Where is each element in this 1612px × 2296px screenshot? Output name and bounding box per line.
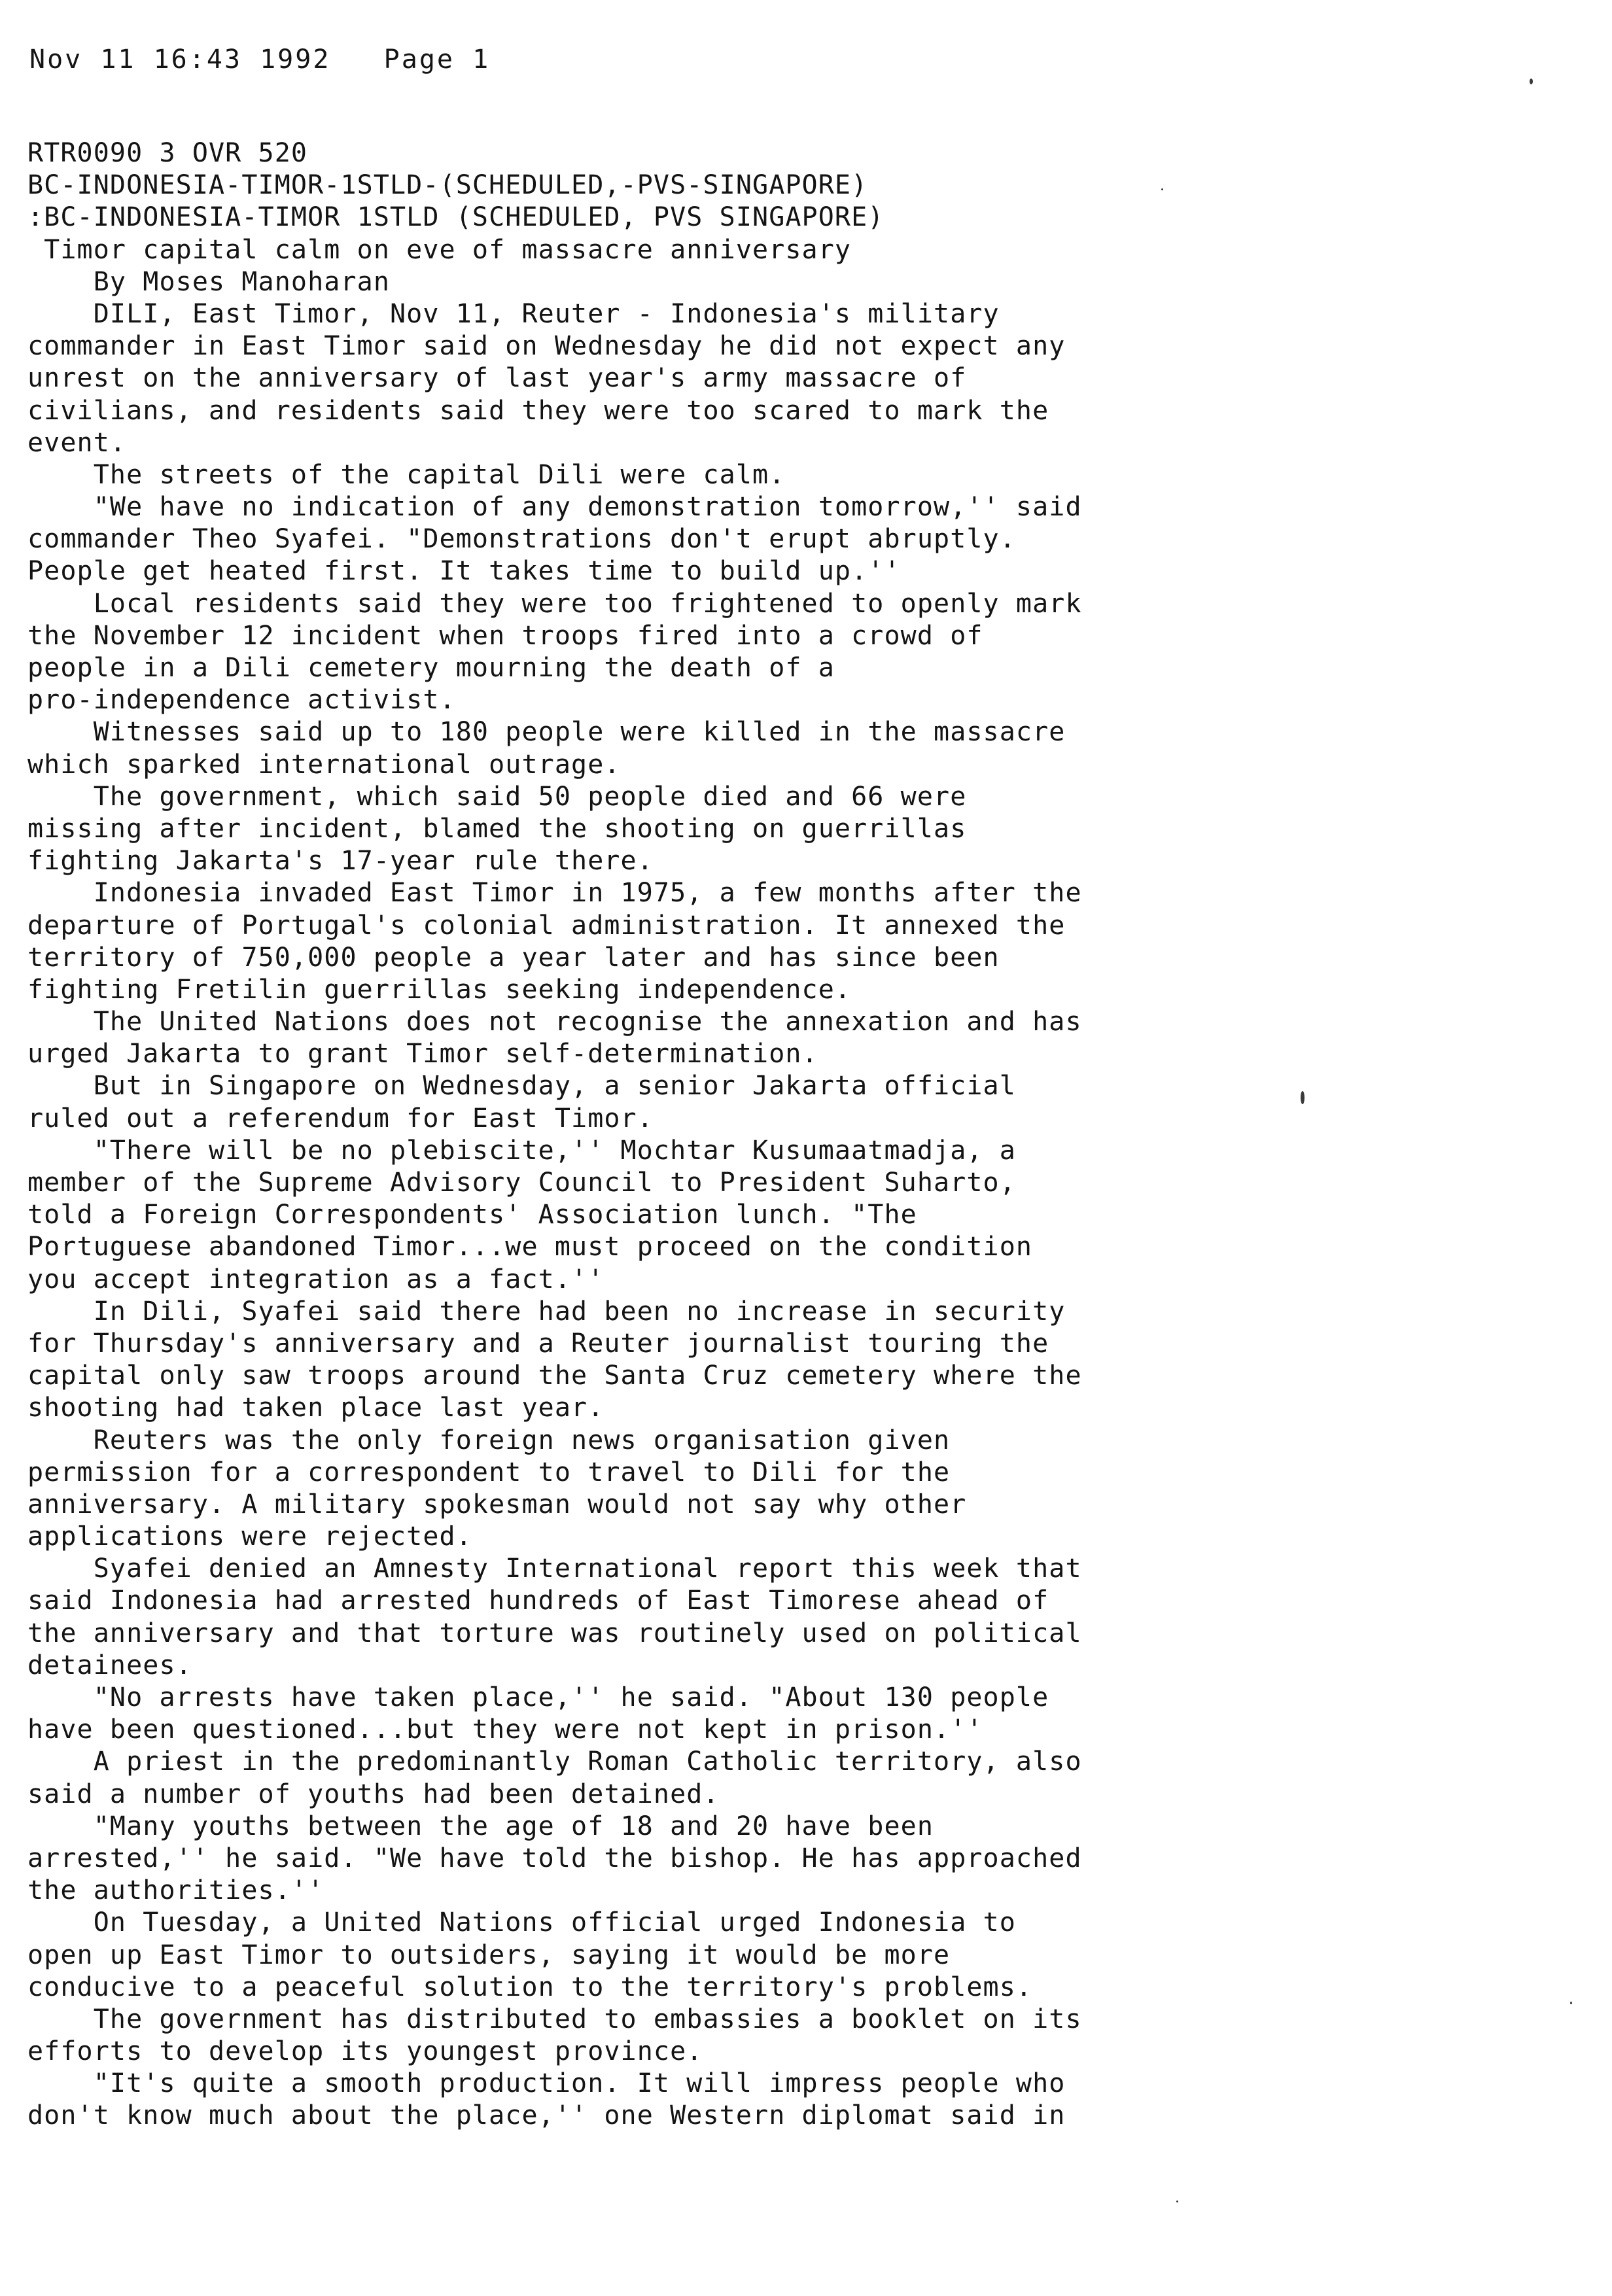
article-line: commander in East Timor said on Wednesday he did not expect any [27, 331, 1066, 362]
article-line: member of the Supreme Advisory Council to President Suharto, [27, 1168, 1016, 1198]
header-page-label: Page 1 [383, 44, 491, 75]
article-line: fighting Fretilin guerrillas seeking independence. [27, 974, 852, 1005]
article-line: you accept integration as a fact.'' [27, 1264, 604, 1295]
article-line: pro-independence activist. [27, 685, 456, 716]
article-line: BC-INDONESIA-TIMOR-1STLD-(SCHEDULED,-PVS-SINGAPORE) [27, 170, 868, 201]
article-line: The government has distributed to embassies a booklet on its [27, 2004, 1082, 2034]
article-line: efforts to develop its youngest province. [27, 2036, 703, 2067]
article-line: the authorities.'' [27, 1875, 324, 1906]
article-line: The streets of the capital Dili were calm. [27, 459, 786, 490]
article-line: But in Singapore on Wednesday, a senior Jakarta official [27, 1071, 1016, 1102]
article-line: said a number of youths had been detained. [27, 1779, 720, 1809]
article-line: arrested,'' he said. "We have told the bishop. He has approached [27, 1843, 1082, 1873]
article-line: Indonesia invaded East Timor in 1975, a few months after the [27, 878, 1082, 909]
article-line: territory of 750,000 people a year later and has since been [27, 942, 1000, 973]
article-line: DILI, East Timor, Nov 11, Reuter - Indonesia's military [27, 298, 1000, 329]
article-line: the anniversary and that torture was routinely used on political [27, 1618, 1082, 1648]
article-line: The United Nations does not recognise the annexation and has [27, 1007, 1082, 1037]
article-line: conducive to a peaceful solution to the territory's problems. [27, 1972, 1033, 2002]
article-line: applications were rejected. [27, 1522, 472, 1552]
article-line: The government, which said 50 people died and 66 were [27, 781, 967, 812]
article-line: departure of Portugal's colonial administration. It annexed the [27, 910, 1066, 941]
article-line: People get heated first. It takes time to build up.'' [27, 556, 901, 587]
article-line: urged Jakarta to grant Timor self-determination. [27, 1039, 818, 1070]
article-line: the November 12 incident when troops fired into a crowd of [27, 620, 983, 651]
article-line: open up East Timor to outsiders, saying it would be more [27, 1939, 951, 1970]
article-line: "Many youths between the age of 18 and 20 have been [27, 1811, 934, 1841]
scan-speck [1301, 1091, 1305, 1104]
article-line: :BC-INDONESIA-TIMOR 1STLD (SCHEDULED, PVS SINGAPORE) [27, 202, 885, 233]
article-line: permission for a correspondent to travel to Dili for the [27, 1457, 951, 1487]
article-line: In Dili, Syafei said there had been no increase in security [27, 1296, 1066, 1327]
article-line: told a Foreign Correspondents' Association lunch. "The [27, 1200, 917, 1230]
article-line: commander Theo Syafei. "Demonstrations don't erupt abruptly. [27, 524, 1016, 555]
article-line: unrest on the anniversary of last year's army massacre of [27, 363, 967, 394]
article-line: RTR0090 3 OVR 520 [27, 138, 308, 168]
article-line: Witnesses said up to 180 people were killed in the massacre [27, 717, 1066, 748]
article-line: people in a Dili cemetery mourning the death of a [27, 653, 835, 683]
article-line: "No arrests have taken place,'' he said. "About 130 people [27, 1682, 1049, 1713]
article-line: Local residents said they were too frightened to openly mark [27, 588, 1082, 619]
article-line: detainees. [27, 1650, 192, 1680]
article-line: "We have no indication of any demonstration tomorrow,'' said [27, 492, 1082, 523]
article-line: said Indonesia had arrested hundreds of East Timorese ahead of [27, 1586, 1049, 1616]
article-line: for Thursday's anniversary and a Reuter journalist touring the [27, 1328, 1049, 1359]
scan-speck [1530, 78, 1533, 84]
scan-speck [1161, 188, 1163, 190]
article-line: event. [27, 427, 127, 458]
article-line: fighting Jakarta's 17-year rule there. [27, 846, 654, 877]
article-line: "It's quite a smooth production. It will impress people who [27, 2068, 1066, 2099]
article-line: don't know much about the place,'' one Western diplomat said in [27, 2100, 1066, 2131]
article-line: capital only saw troops around the Santa Cruz cemetery where the [27, 1361, 1082, 1391]
article-line: have been questioned...but they were not kept in prison.'' [27, 1714, 983, 1745]
article-body [27, 137, 1336, 2132]
scan-speck [1570, 2002, 1572, 2004]
article-line: By Moses Manoharan [27, 266, 391, 297]
article-line: missing after incident, blamed the shooting on guerrillas [27, 813, 967, 844]
article-line: A priest in the predominantly Roman Catholic territory, also [27, 1747, 1082, 1777]
article-line: ruled out a referendum for East Timor. [27, 1103, 654, 1134]
article-line: "There will be no plebiscite,'' Mochtar Kusumaatmadja, a [27, 1135, 1016, 1166]
article-line: anniversary. A military spokesman would not say why other [27, 1489, 967, 1520]
article-line: Timor capital calm on eve of massacre anniversary [27, 234, 852, 265]
article-line: Syafei denied an Amnesty International report this week that [27, 1554, 1082, 1584]
article-line: On Tuesday, a United Nations official urged Indonesia to [27, 1907, 1016, 1938]
article-line: shooting had taken place last year. [27, 1393, 604, 1423]
scan-speck [1176, 2200, 1178, 2202]
page-header [29, 43, 490, 76]
article-line: civilians, and residents said they were too scared to mark the [27, 395, 1049, 426]
article-line: Portuguese abandoned Timor...we must proceed on the condition [27, 1232, 1033, 1262]
article-line: which sparked international outrage. [27, 749, 621, 780]
article-line: Reuters was the only foreign news organisation given [27, 1425, 951, 1455]
header-timestamp: Nov 11 16:43 1992 [29, 44, 331, 75]
